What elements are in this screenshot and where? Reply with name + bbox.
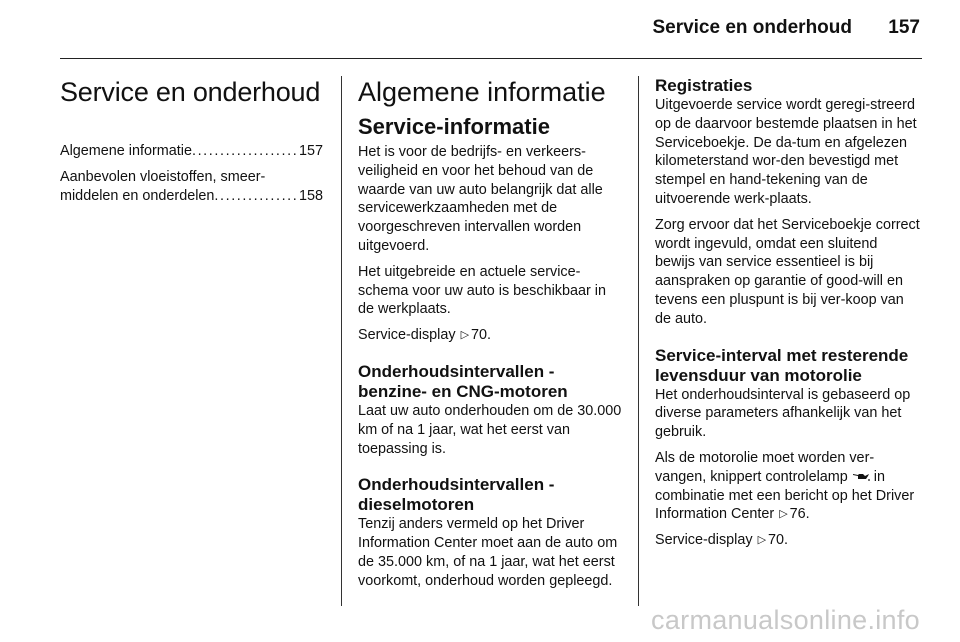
section-title: Algemene informatie <box>358 77 606 107</box>
toc-leader-dots <box>192 142 296 161</box>
reference-paragraph <box>358 326 624 345</box>
toc-entry[interactable] <box>60 168 323 206</box>
header-rule <box>60 58 922 59</box>
toc-entry[interactable] <box>60 142 323 161</box>
reference-arrow-icon: ▷ <box>460 329 470 342</box>
watermark: carmanualsonline.info <box>651 605 920 635</box>
content-column-right <box>655 76 921 557</box>
reference-text: Service-display <box>358 327 456 344</box>
heading-diesel-intervals: Onderhoudsintervallen - dieselmotoren <box>358 475 555 515</box>
body-paragraph: Uitgevoerde service wordt geregi-streerd op de daarvoor bestemde plaatsen in het Serviceboekje. De da-tum en afgelezen kilometerstand wor-den bevestigd met stempel en hand-tekening van de uitvoerende werk-plaats. <box>655 97 917 207</box>
page-header-title: Service en onderhoud <box>652 17 852 38</box>
toc-entry-page: 157 <box>298 143 323 159</box>
column-divider-right <box>638 76 639 606</box>
heading-benzine-intervals: Onderhoudsintervallen - benzine- en CNG-motoren <box>358 361 568 401</box>
reference-text: Service-display <box>655 532 753 549</box>
toc-entry-label-cont: middelen en onderdelen <box>60 188 215 204</box>
reference-paragraph <box>655 531 921 550</box>
heading-registraties: Registraties <box>655 76 753 95</box>
body-paragraph: Tenzij anders vermeld op het Driver Information Center moet aan de auto om de 35.000 km, of na 1 jaar, wat het eerst voorkomt, onderhoud worden gepleegd. <box>358 516 618 589</box>
reference-page-link[interactable]: 70. <box>471 327 492 344</box>
toc-entry-page: 158 <box>298 188 323 204</box>
lamp-text-before: Als de motorolie moet worden ver-vangen, knippert controlelamp <box>655 449 875 485</box>
body-paragraph: Het onderhoudsinterval is gebaseerd op diverse parameters afhankelijk van het gebruik. <box>655 386 911 441</box>
column-divider-left <box>341 76 342 606</box>
page-number: 157 <box>888 17 920 38</box>
reference-arrow-icon: ▷ <box>779 508 788 521</box>
heading-service-interval: Service-interval met resterende levensduur van motorolie <box>655 345 909 385</box>
toc-entry-label: Algemene informatie <box>60 143 192 159</box>
body-paragraph-with-lamp <box>655 449 921 524</box>
toc-entry-label: Aanbevolen vloeistoffen, smeer- <box>60 169 266 185</box>
toc-leader-dots <box>214 187 296 206</box>
oil-can-warning-icon <box>852 471 870 481</box>
reference-page-link[interactable]: 76. <box>789 506 810 523</box>
body-paragraph: Laat uw auto onderhouden om de 30.000 km of na 1 jaar, wat het eerst van toepassing is. <box>358 402 622 457</box>
subsection-title: Service-informatie <box>358 114 550 139</box>
reference-arrow-icon: ▷ <box>757 534 767 547</box>
body-paragraph: Het is voor de bedrijfs- en verkeers-veiligheid en voor het behoud van de waarde van uw auto belangrijk dat alle servicewerkzaamheden met de voorgeschreven intervallen worden uitgevoerd. <box>358 144 603 254</box>
chapter-title: Service en onderhoud <box>60 77 321 107</box>
body-paragraph: Het uitgebreide en actuele service-schema voor uw auto is beschikbaar in de werkplaats. <box>358 263 606 318</box>
chapter-toc-column <box>60 76 323 213</box>
reference-page-link[interactable]: 70. <box>768 532 789 549</box>
lamp-text-after: in combinatie met een bericht op het Driver Information Center <box>655 468 915 523</box>
body-paragraph: Zorg ervoor dat het Serviceboekje correct wordt ingevuld, omdat een sluitend bewijs van service essentieel is bij aanspraken op garantie of good-will en tevens een pluspunt is bij ver-koop van de auto. <box>655 216 920 327</box>
content-column-middle <box>358 76 624 598</box>
